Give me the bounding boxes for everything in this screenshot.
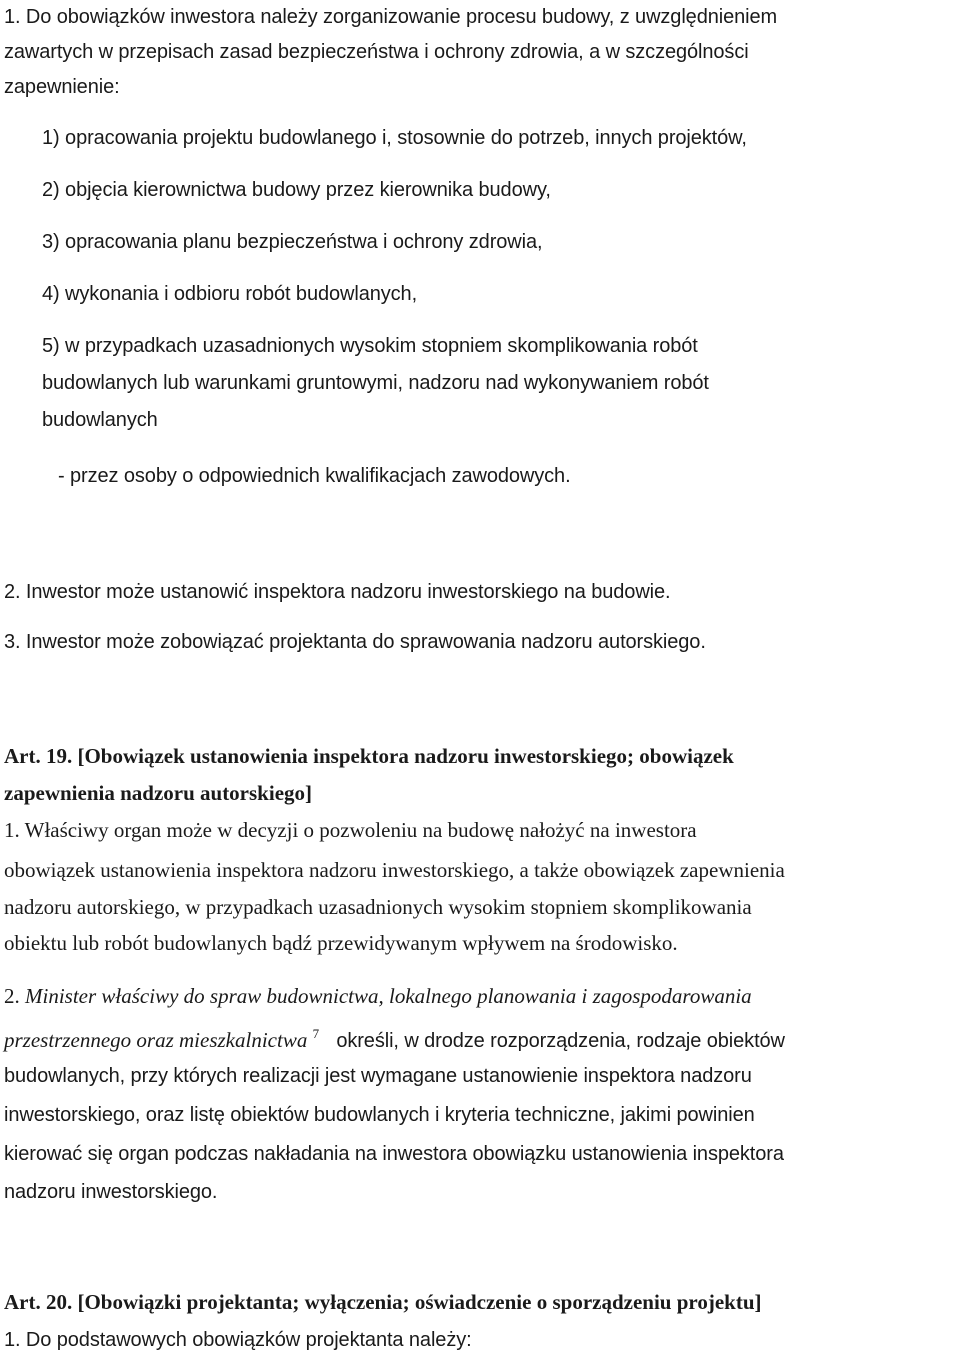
- art19-paragraph2-line6: nadzoru inwestorskiego.: [4, 1181, 218, 1203]
- art19-paragraph2-italic-text: Minister właściwy do spraw budownictwa, lokalnego planowania i zagospodarowania: [25, 984, 752, 1008]
- art20-paragraph1: 1. Do podstawowych obowiązków projektanta należy:: [4, 1329, 472, 1351]
- art19-paragraph1-line3: nadzoru autorskiego, w przypadkach uzasadnionych wysokim stopniem skomplikowania: [4, 895, 752, 919]
- footnote-reference[interactable]: 7: [312, 1026, 320, 1041]
- list-item-1: 1) opracowania projektu budowlanego i, stosownie do potrzeb, innych projektów,: [42, 127, 747, 149]
- list-item-5-continued: budowlanych: [42, 409, 158, 431]
- art19-paragraph2-line3: budowlanych, przy których realizacji jest wymagane ustanowienie inspektora nadzoru: [4, 1065, 752, 1087]
- art19-paragraph2-line2: [4, 1021, 785, 1054]
- art19-paragraph1-line2: obowiązek ustanowienia inspektora nadzoru inwestorskiego, a także obowiązek zapewnienia: [4, 858, 785, 882]
- list-item-5: 5) w przypadkach uzasadnionych wysokim stopniem skomplikowania robót: [42, 335, 698, 357]
- list-item-4: 4) wykonania i odbioru robót budowlanych,: [42, 283, 418, 305]
- list-item-3: 3) opracowania planu bezpieczeństwa i ochrony zdrowia,: [42, 231, 543, 253]
- art19-paragraph2-line4: inwestorskiego, oraz listę obiektów budowlanych i kryteria techniczne, jakimi powinien: [4, 1104, 755, 1126]
- art19-paragraph2-number: 2.: [4, 984, 20, 1008]
- art19-paragraph1-line1: 1. Właściwy organ może w decyzji o pozwoleniu na budowę nałożyć na inwestora: [4, 818, 697, 842]
- art19-heading-line1: Art. 19. [Obowiązek ustanowienia inspektora nadzoru inwestorskiego; obowiązek: [4, 744, 734, 768]
- art19-paragraph2-text: określi, w drodze rozporządzenia, rodzaje obiektów: [336, 1030, 785, 1052]
- art19-paragraph2-line5: kierować się organ podczas nakładania na inwestora obowiązku ustanowienia inspektora: [4, 1143, 784, 1165]
- list-item-2: 2) objęcia kierownictwa budowy przez kierownika budowy,: [42, 179, 551, 201]
- section1-paragraph2: 2. Inwestor może ustanowić inspektora nadzoru inwestorskiego na budowie.: [4, 581, 671, 603]
- list-item-5-continued: budowlanych lub warunkami gruntowymi, nadzoru nad wykonywaniem robót: [42, 372, 709, 394]
- section1-paragraph1-line1: 1. Do obowiązków inwestora należy zorganizowanie procesu budowy, z uwzględnieniem: [4, 6, 778, 28]
- section1-paragraph1-line2: zawartych w przepisach zasad bezpieczeństwa i ochrony zdrowia, a w szczególności: [4, 41, 749, 63]
- art19-paragraph2-line1: [4, 983, 752, 1009]
- section1-closing: - przez osoby o odpowiednich kwalifikacjach zawodowych.: [58, 465, 571, 487]
- art19-paragraph2-italic-text: przestrzennego oraz mieszkalnictwa: [4, 1028, 308, 1052]
- art19-paragraph1-line4: obiektu lub robót budowlanych bądź przewidywanym wpływem na środowisko.: [4, 931, 678, 955]
- art20-heading: Art. 20. [Obowiązki projektanta; wyłączenia; oświadczenie o sporządzeniu projektu]: [4, 1290, 762, 1314]
- section1-paragraph1-line3: zapewnienie:: [4, 76, 120, 98]
- section1-paragraph3: 3. Inwestor może zobowiązać projektanta do sprawowania nadzoru autorskiego.: [4, 631, 706, 653]
- art19-heading-line2: zapewnienia nadzoru autorskiego]: [4, 781, 313, 805]
